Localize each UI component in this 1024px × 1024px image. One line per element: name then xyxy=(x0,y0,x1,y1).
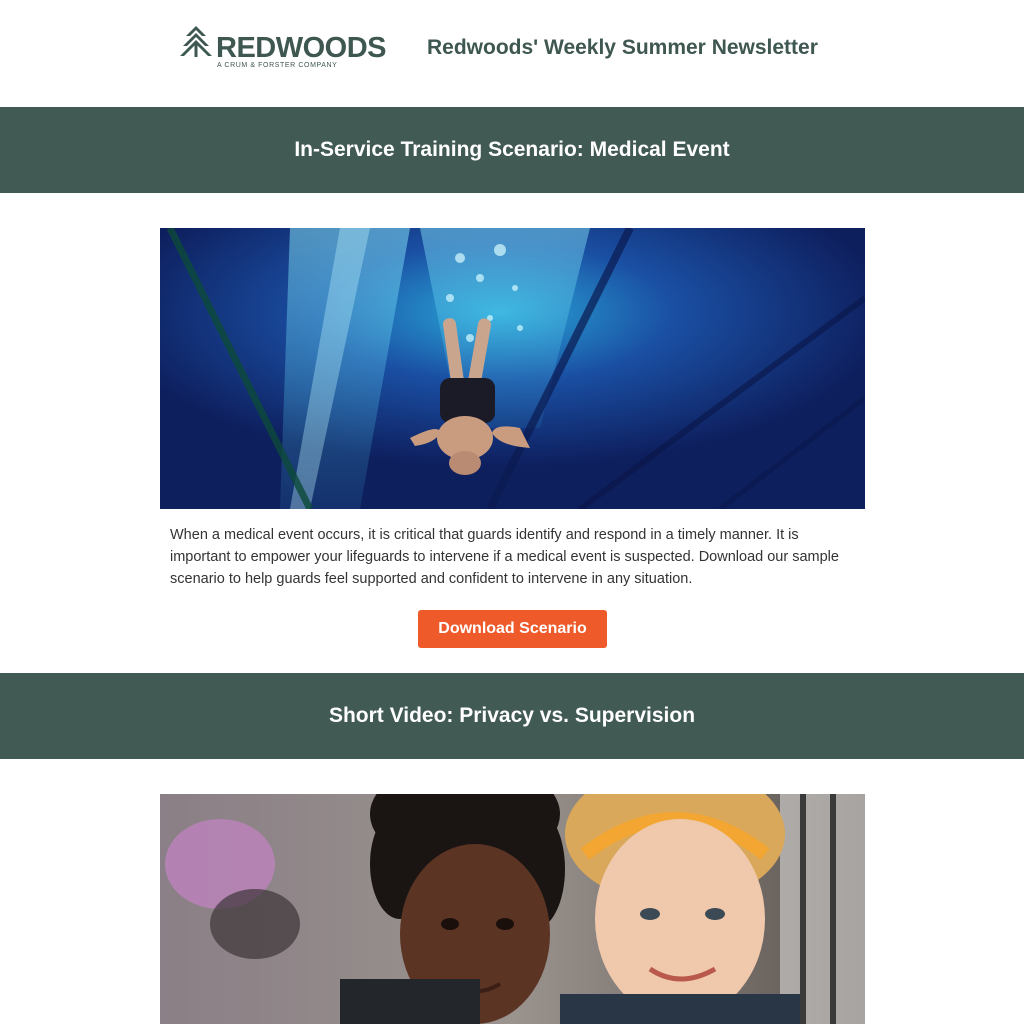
logo-wordmark: REDWOODS xyxy=(216,32,386,64)
kids-image xyxy=(160,794,865,1024)
swimmer-image xyxy=(160,228,865,509)
newsletter-title: Redwoods' Weekly Summer Newsletter xyxy=(427,36,818,59)
section-heading-training: In-Service Training Scenario: Medical Event xyxy=(0,107,1024,193)
training-body-text: When a medical event occurs, it is critical that guards identify and respond in a timely manner. It is important to empower your lifeguards to intervene if a medical event is suspected. Download our sample scenario to help guards feel supported and confident to intervene in any situation. xyxy=(170,527,839,587)
redwoods-logo[interactable] xyxy=(178,24,386,74)
newsletter-header xyxy=(0,0,1024,107)
download-scenario-button[interactable]: Download Scenario xyxy=(418,610,607,648)
tree-icon xyxy=(178,24,214,58)
logo-tagline: A CRUM & FORSTER COMPANY xyxy=(217,62,338,69)
section-heading-video: Short Video: Privacy vs. Supervision xyxy=(0,673,1024,759)
